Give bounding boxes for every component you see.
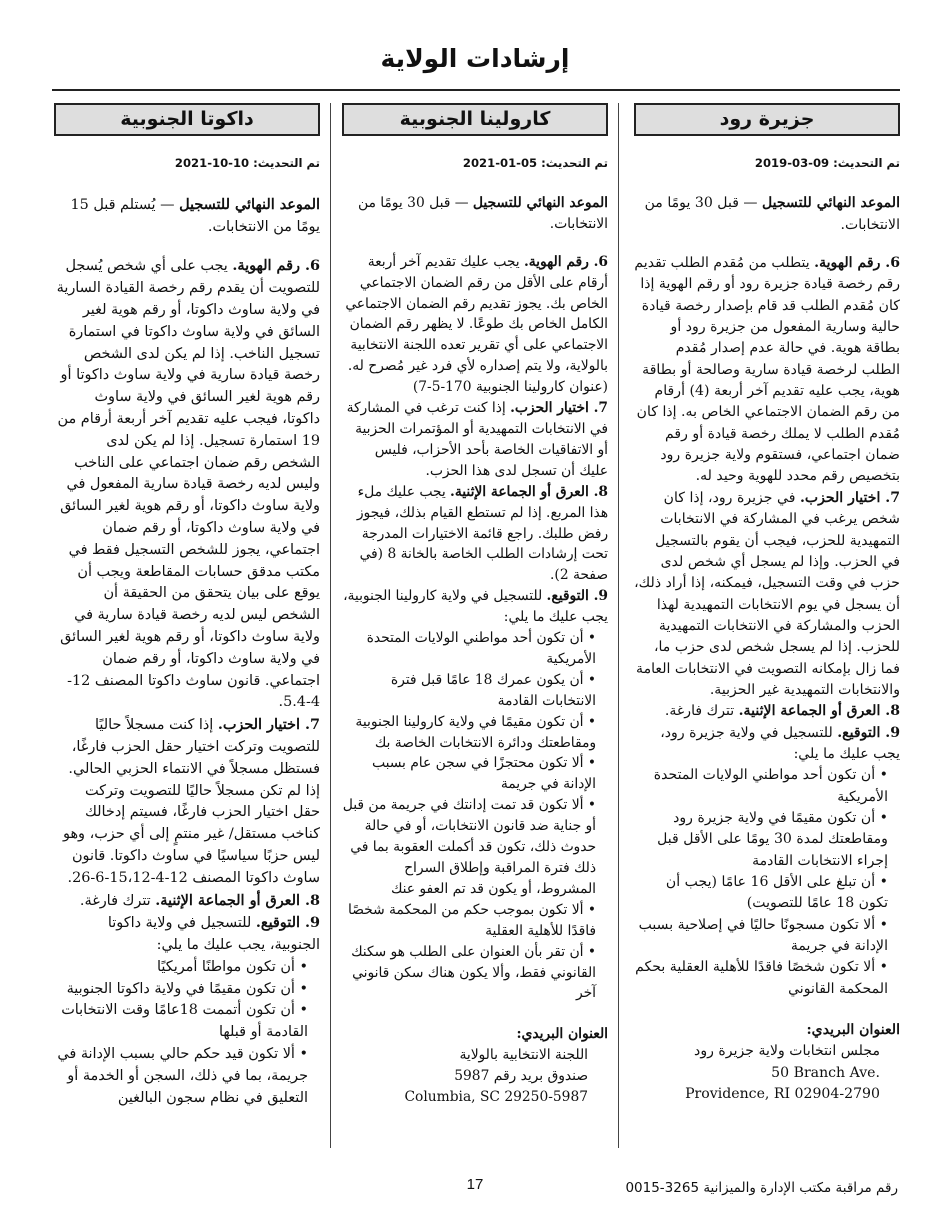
updated-date: تم التحديث: 05-01-2021: [462, 156, 608, 170]
requirement-bullet: • ألا تكون بموجب حكم من المحكمة شخصًا فاقدًا للأهلية العقلية: [347, 901, 596, 939]
requirement-bullet: • أن تكون مواطنًا أمريكيًا: [157, 958, 308, 975]
mailing-address-line: [634, 1063, 900, 1084]
deadline-label: الموعد النهائي للتسجيل: [762, 195, 900, 212]
requirement-bullet: • أن تكون مقيمًا في ولاية داكوتا الجنوبية: [66, 980, 308, 997]
requirement-bullet: • أن يكون عمرك 18 عامًا قبل فترة الانتخابات القادمة: [390, 671, 596, 709]
mailing-address-line: مجلس انتخابات ولاية جزيرة رود: [694, 1043, 880, 1060]
column-divider: [330, 103, 331, 1148]
mailing-address-line: صندوق بريد رقم 5987: [454, 1068, 588, 1085]
section-label: 9. التوقيع.: [837, 724, 900, 741]
requirement-bullet: • أن تبلغ على الأقل 16 عامًا (يجب أن تكون 18 عامًا للتصويت): [665, 874, 888, 912]
signature-section: [634, 723, 900, 766]
section-text: تترك فارغة.: [79, 892, 156, 909]
deadline-label: الموعد النهائي للتسجيل: [472, 194, 608, 211]
signature-section: [342, 586, 608, 628]
deadline-text: — قبل 30 يومًا من الانتخابات.: [357, 194, 608, 232]
party-choice-section: [54, 714, 320, 889]
page-title: إرشادات الولاية: [380, 44, 570, 73]
section-text: تترك فارغة.: [664, 703, 739, 720]
requirement-bullet: • ألا تكون مسجونًا حاليًا في إصلاحية بسبب الإدانة في جريمة: [638, 916, 888, 955]
id-number-section: [342, 252, 608, 398]
id-number-section: [634, 253, 900, 488]
state-column-south-carolina: [342, 103, 608, 1153]
requirement-bullet: • ألا تكون قيد حكم حالي بسبب الإدانة في جريمة، بما في ذلك، السجن أو الخدمة أو التعليق في نظام سجون البالغين: [57, 1046, 308, 1106]
mailing-address-line: اللجنة الانتخابية بالولاية: [459, 1047, 588, 1064]
page-number: 17: [466, 1176, 484, 1193]
mailing-address-label: العنوان البريدي:: [516, 1026, 608, 1043]
requirement-bullet: • ألا تكون محتجزًا في سجن عام بسبب الإدانة في جريمة: [372, 755, 596, 793]
address-street: 50 Branch Ave.: [771, 1064, 880, 1081]
address-city: Columbia, SC 29250-5987: [404, 1089, 588, 1106]
section-text: للتسجيل في ولاية جزيرة رود، يجب عليك ما يلي:: [660, 724, 900, 762]
section-label: 6. رقم الهوية.: [814, 255, 900, 272]
party-choice-section: [634, 488, 900, 701]
state-heading: داكوتا الجنوبية: [54, 103, 320, 136]
registration-deadline: [54, 194, 320, 239]
section-label: 7. اختيار الحزب.: [799, 489, 900, 506]
deadline-text: — قبل 30 يومًا من الانتخابات.: [644, 195, 900, 233]
registration-deadline: [342, 193, 608, 235]
requirement-bullet: • أن تكون أحد مواطني الولايات المتحدة الأمريكية: [653, 767, 888, 805]
section-text: يجب على أي شخص يُسجل للتصويت أن يقدم رقم رخصة القيادة السارية في ولاية ساوث داكوتا، أو رقم هوية لغير السائق في ولاية ساوث داكوتا في استمارة تسجيل الناخب. إذا لم يكن لدى الشخص رخصة قيادة سارية في ولاية ساوث داكوتا أو رقم هوية لغير السائق في ولاية ساوث داكوتا، فيجب عليه تقديم آخر أربعة أرقام من 19 استمارة تسجيل. إذا لم يكن لدى الشخص رقم ضمان اجتماعي على الناخب وليس لديه رخصة قيادة سارية المفعول في ولاية ساوث داكوتا، أو رقم هوية لغير السائق في ولاية ساوث داكوتا، أو رقم ضمان اجتماعي، يجوز للشخص التسجيل فقط في مكتب مدقق حسابات المقاطعة ويجب أن يوقع على بيان يتحقق من الحقيقة أن الشخص ليس لديه رخصة قيادة سارية في ولاية ساوث داكوتا، أو رقم هوية لغير السائق في ولاية ساوث داكوتا، أو رقم ضمان اجتماعي. قانون ساوث داكوتا المصنف 12-4-5.4.: [56, 258, 320, 711]
state-heading: جزيرة رود: [634, 103, 900, 136]
requirement-bullet: • ألا تكون قد تمت إدانتك في جريمة من قبل أو جناية ضد قانون الانتخابات، أو في حالة حدوث ذلك، تكون قد أكملت العقوبة بما في ذلك فترة المراقبة وإطلاق السراح المشروط، أو يكون قد تم العفو عنك: [342, 797, 596, 897]
updated-date: تم التحديث: 10-10-2021: [174, 156, 320, 170]
state-heading: كارولينا الجنوبية: [342, 103, 608, 136]
address-city: Providence, RI 02904-2790: [685, 1086, 880, 1103]
section-text: يتطلب من مُقدم الطلب تقديم رقم رخصة قيادة جزيرة رود أو رقم الهوية إذا كان مُقدم الطلب قد قام بإصدار رخصة قيادة حالية وسارية المفعول من جزيرة رود أو بطاقة هوية. في حالة عدم إصدار مُقدم الطلب لرخصة قيادة سارية وصالحة أو بطاقة هوية، يجب عليه تقديم آخر أربعة (4) أرقام من رقم الضمان الاجتماعي الخاص به. إذا كان مُقدم الطلب لا يملك رخصة قيادة أو رقم ضمان اجتماعي، فستقوم ولاية جزيرة رود بتخصيص رقم محدد للهوية وحيد له.: [634, 255, 900, 485]
party-choice-section: [342, 398, 608, 482]
section-text: يجب عليك ملء هذا المربع. إذا لم تستطع القيام بذلك، فيجوز رفض طلبك. راجع قائمة الاختيارات المدرجة تحت إرشادات الطلب الخاصة بالخانة 8 (في صفحة 2).: [356, 483, 608, 584]
mailing-address-label: العنوان البريدي:: [806, 1022, 900, 1039]
section-label: 7. اختيار الحزب.: [217, 716, 320, 734]
requirement-bullet: • أن تكون أتممت 18عامًا وقت الانتخابات القادمة أو قبلها: [61, 1002, 308, 1041]
state-column-south-dakota: [54, 103, 320, 1153]
section-label: 9. التوقيع.: [546, 588, 608, 605]
race-section: [342, 482, 608, 587]
section-text: في جزيرة رود، إذا كان شخص يرغب في المشاركة في الانتخابات التمهيدية للحزب، فيجب أن يقوم بالتسجيل في الحزب. وإذا لم يسجل أي شخص لدى حزب في وقت التسجيل، فيمكنه، إذا أراد ذلك، أن يسجل في يوم الانتخابات التمهيدية لهذا الحزب والمشاركة في الانتخابات التمهيدية للحزب. إذا لم يسجل شخص لدى حزب ما، فما زال بإمكانه التصويت في الانتخابات العامة والانتخابات التمهيدية غير الحزبية.: [634, 489, 900, 698]
id-number-section: [54, 255, 320, 714]
requirement-bullet: • أن تكون أحد مواطني الولايات المتحدة الأمريكية: [366, 630, 596, 667]
section-text: يجب عليك تقديم آخر أربعة أرقام على الأقل من رقم الضمان الاجتماعي الخاص بك. يجوز تقديم رقم الضمان الاجتماعي الكامل الخاص بك طوعًا. لا يظهر رقم الضمان الاجتماعي على أي تقرير تعده اللجنة الانتخابية بالولاية، ولا يتم إصداره لأي فرد غير مُصرح له. (عنوان كارولينا الجنوبية 170-5-7): [345, 253, 608, 396]
race-section: [634, 701, 900, 722]
section-text: للتسجيل في ولاية داكوتا الجنوبية، يجب عليك ما يلي:: [107, 915, 320, 954]
section-label: 8. العرق أو الجماعة الإثنية.: [450, 483, 608, 500]
mailing-address-line: [342, 1087, 608, 1108]
requirement-bullet: • أن تكون مقيمًا في ولاية جزيرة رود ومقاطعتك لمدة 30 يومًا على الأقل قبل إجراء الانتخابات القادمة: [657, 809, 888, 869]
deadline-label: الموعد النهائي للتسجيل: [179, 195, 320, 213]
section-text: إذا كنت مسجلاً حاليًا للتصويت وتركت اختيار حقل الحزب فارغًا، فستظل مسجلاً في الانتماء الحزبي الحالي. إذا لم تكن مسجلاً حاليًا للتصويت وتركت حقل اختيار الحزب فارغًا، فسيتم إدخالك كناخب مستقل/ غير منتمٍ إلى أي حزب، وهو ليس حزبًا سياسيًا في ساوث داكوتا. قانون ساوث داكوتا المصنف 12-4-15،12-6-26.: [63, 717, 320, 886]
race-section: [54, 890, 320, 913]
section-label: 8. العرق أو الجماعة الإثنية.: [738, 703, 900, 720]
updated-date: تم التحديث: 09-03-2019: [754, 156, 900, 170]
signature-section: [54, 912, 320, 957]
requirement-bullet: • أن تقر بأن العنوان على الطلب هو سكنك القانوني فقط، وألا يكون هناك سكن قانوني آخر: [351, 943, 596, 1002]
column-divider: [618, 103, 619, 1148]
title-divider: [52, 89, 900, 91]
state-column-rhode-island: [634, 103, 900, 1153]
section-label: 6. رقم الهوية.: [523, 253, 608, 270]
requirement-bullet: • ألا تكون شخصًا فاقدًا للأهلية العقلية بحكم المحكمة القانوني: [635, 959, 888, 997]
section-label: 9. التوقيع.: [255, 914, 320, 932]
omb-control-number: رقم مراقبة مكتب الإدارة والميزانية 3265-0015: [625, 1180, 898, 1196]
section-text: للتسجيل في ولاية كارولينا الجنوبية، يجب عليك ما يلي:: [343, 588, 608, 626]
section-label: 6. رقم الهوية.: [232, 257, 320, 275]
section-label: 7. اختيار الحزب.: [510, 400, 608, 417]
section-text: إذا كنت ترغب في المشاركة في الانتخابات التمهيدية أو المؤتمرات الحزبية أو الاتفاقيات الخاصة بأحد الأحزاب، فليس عليك أن تسجل لدى هذا الحزب.: [346, 400, 608, 479]
deadline-text: — يُستلم قبل 15 يومًا من الانتخابات.: [70, 196, 320, 235]
mailing-address-line: [634, 1084, 900, 1105]
requirement-bullet: • أن تكون مقيمًا في ولاية كارولينا الجنوبية ومقاطعتك ودائرة الانتخابات الخاصة بك: [355, 713, 596, 751]
registration-deadline: [634, 193, 900, 236]
section-label: 8. العرق أو الجماعة الإثنية.: [155, 891, 320, 909]
